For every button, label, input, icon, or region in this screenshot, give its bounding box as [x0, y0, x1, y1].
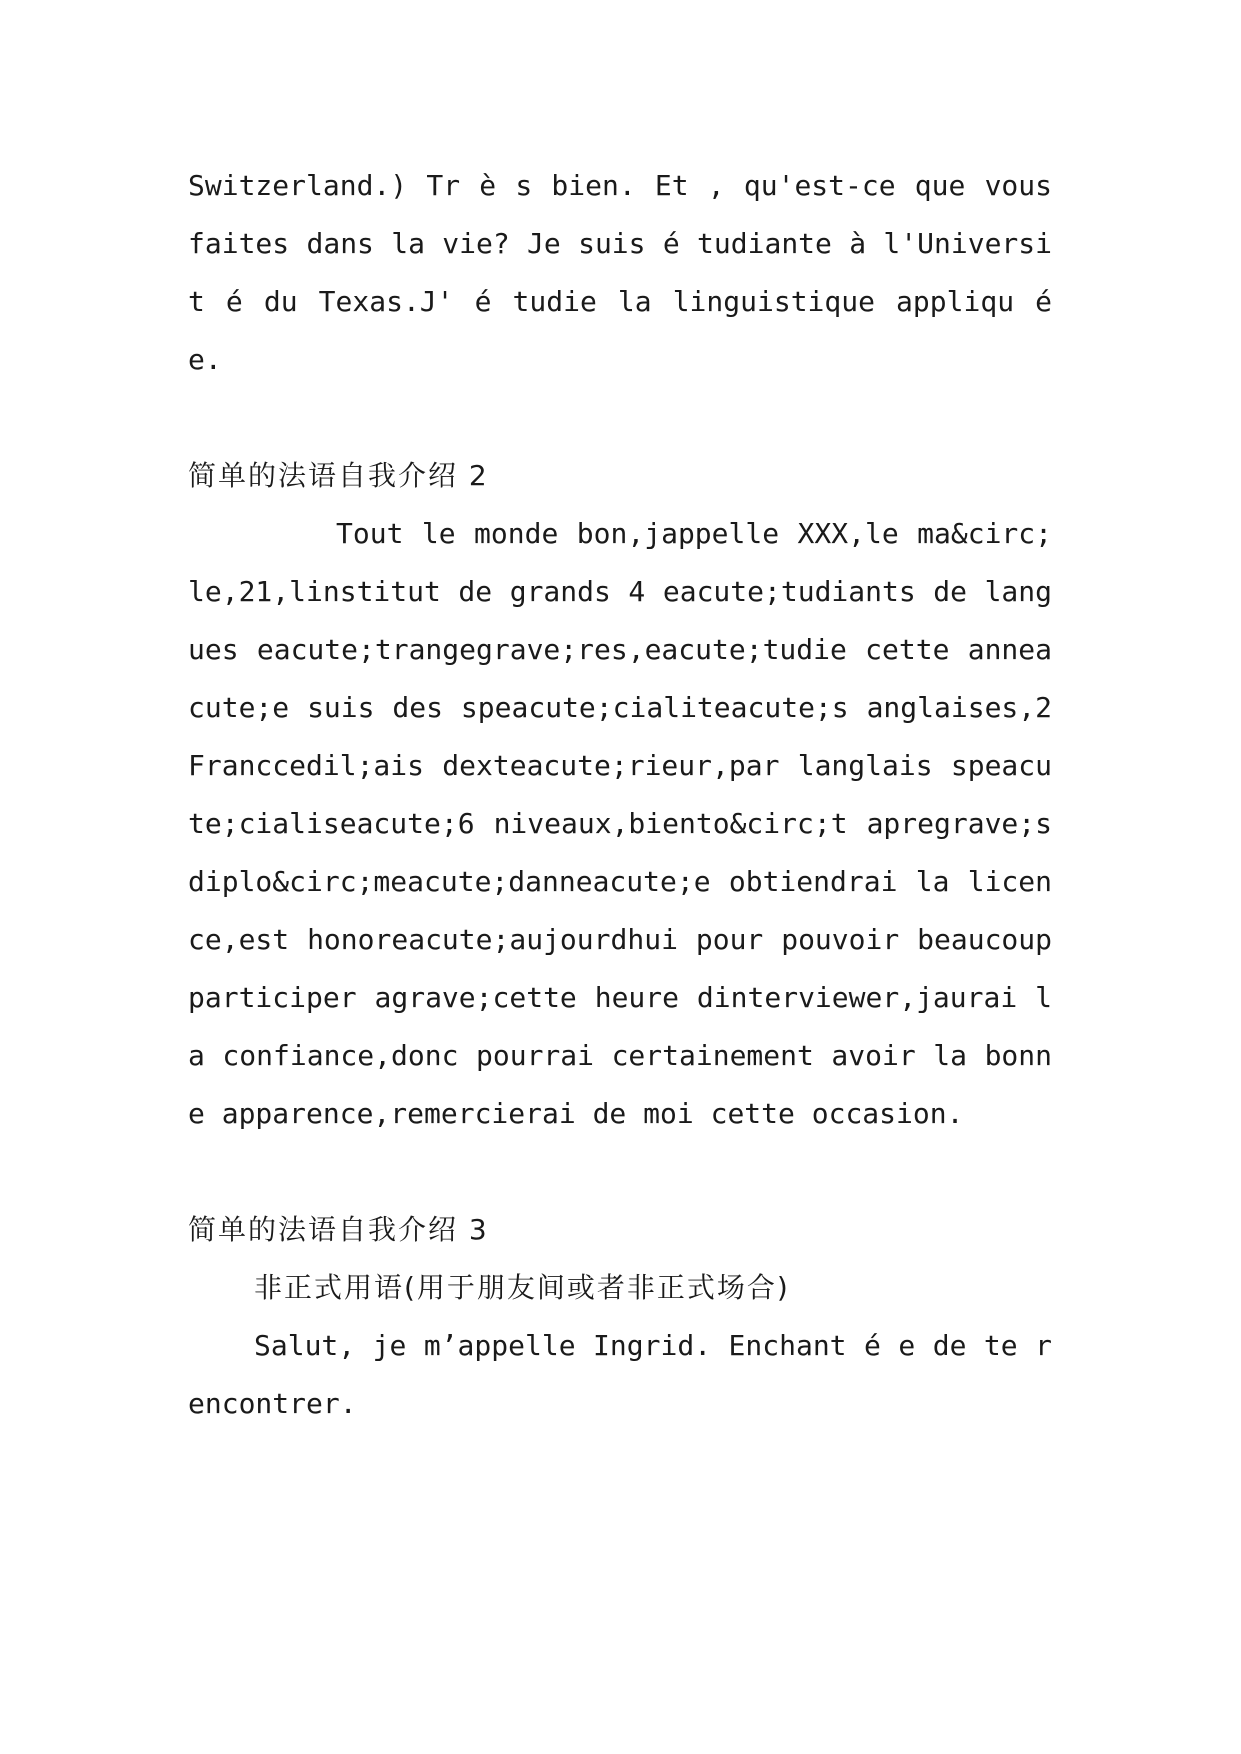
section3-subheading: 非正式用语(用于朋友间或者非正式场合)	[254, 1271, 790, 1304]
section3-body-paragraph: Salut, je m’appelle Ingrid. Enchant é e de te rencontrer.	[188, 1329, 1052, 1420]
section1-tail-paragraph: Switzerland.) Tr è s bien. Et , qu'est-ce que vous faites dans la vie? Je suis é tudiante à l'Universit é du Texas.J' é tudie la linguistique appliqu é e.	[188, 169, 1052, 376]
paragraph-gap	[188, 389, 1052, 447]
section3-heading: 简单的法语自我介绍 3	[188, 1213, 489, 1246]
section2-body-paragraph: Tout le monde bon,jappelle XXX,le ma&circ;le,21,linstitut de grands 4 eacute;tudiants de langues eacute;trangegrave;res,eacute;tudie cette anneacute;e suis des speacute;cialiteacute;s anglaises,2 Franccedil;ais dexteacute;rieur,par langlais speacute;cialiseacute;6 niveaux,biento&circ;t apregrave;s diplo&circ;meacute;danneacute;e obtiendrai la licence,est honoreacute;aujourdhui pour pouvoir beaucoup participer agrave;cette heure dinterviewer,jaurai la confiance,donc pourrai certainement avoir la bonne apparence,remercierai de moi cette occasion.	[188, 517, 1052, 1130]
document-content	[188, 157, 1052, 1433]
section2-heading: 简单的法语自我介绍 2	[188, 459, 489, 492]
paragraph-gap	[188, 1143, 1052, 1201]
